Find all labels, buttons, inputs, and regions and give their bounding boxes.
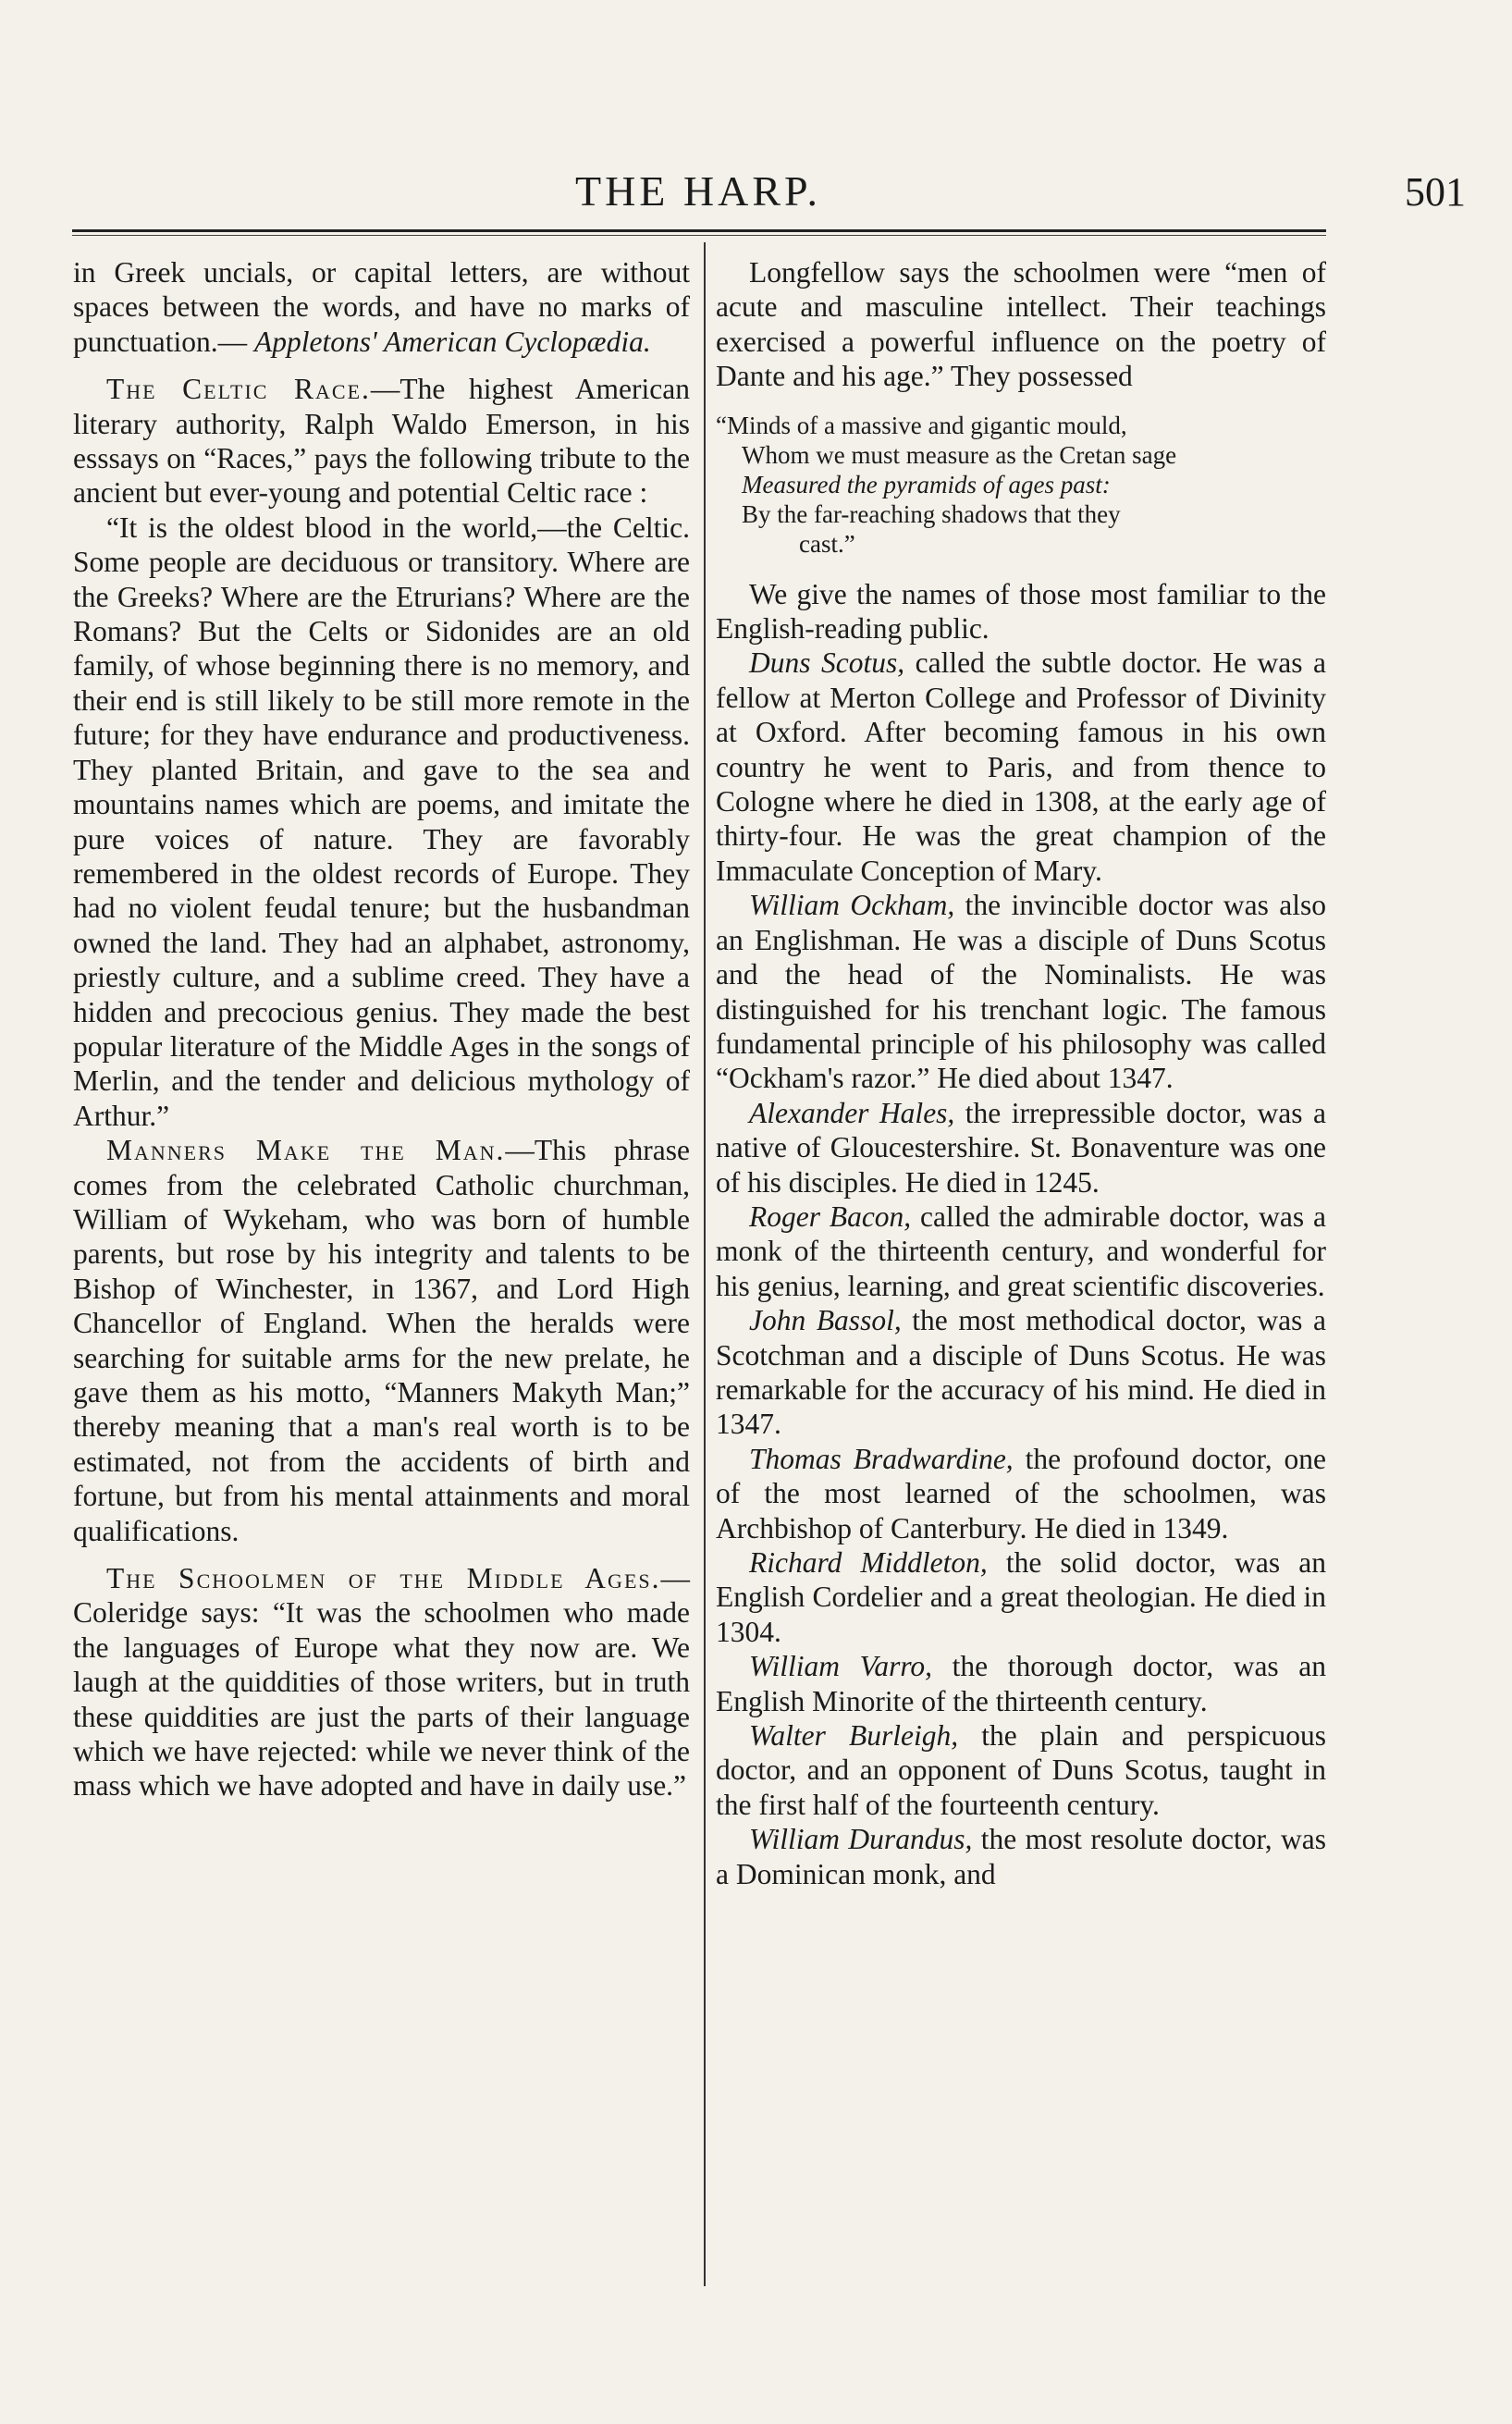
paragraph-longfellow: Longfellow says the schoolmen were “men of acute and masculine intellect. Their teachings exercised a powerful influence on the poetry of Dante and his age.” They possessed	[716, 256, 1326, 393]
right-column	[716, 255, 1326, 1891]
page-number: 501	[1405, 169, 1466, 215]
schoolman-description: the most resolute doctor, was a Dominican monk, and	[716, 1823, 1326, 1890]
left-column	[73, 255, 690, 1803]
schoolman-entry	[716, 1718, 1326, 1822]
schoolman-entry	[716, 1303, 1326, 1442]
schoolman-name: William Durandus,	[749, 1823, 973, 1856]
schoolman-entry	[716, 1442, 1326, 1545]
paragraph-cyclopaedia	[73, 255, 690, 359]
schoolman-entry	[716, 1096, 1326, 1200]
schoolman-entry	[716, 1200, 1326, 1303]
paragraph-emerson-quote: “It is the oldest blood in the world,—the Celtic. Some people are deciduous or transitory. Where are the Greeks? Where are the Etrurians? Where are the Romans? But the Celts or Sidonides are an old family, of whose beginning there is no memory, and their end is still likely to be still more remote in the future; for they have endurance and productiveness. They planted Britain, and gave to the sea and mountains names which are poems, and imitate the pure voices of nature. They are favorably remembered in the oldest records of Europe. They had no violent feudal tenure; but the husbandman owned the land. They had an alphabet, astronomy, priestly culture, and a sublime creed. They have a hidden and precocious genius. They made the best popular literature of the Middle Ages in the songs of Merlin, and the tender and delicious mythology of Arthur.”	[73, 511, 690, 1132]
paragraph-text: in Greek uncials, or capital letters, are without spaces between the words, and have no marks of punctuation.—	[73, 256, 690, 358]
verse-line: Whom we must measure as the Cretan sage	[742, 440, 1177, 469]
paragraph-schoolmen	[73, 1561, 690, 1803]
paragraph-names-intro: We give the names of those most familiar to the English-reading public.	[716, 577, 1326, 646]
schoolman-entry	[716, 1822, 1326, 1891]
header-rule	[72, 229, 1326, 232]
verse-line: By the far-reaching shadows that they	[742, 499, 1121, 528]
schoolman-entry	[716, 646, 1326, 888]
schoolman-name: Duns Scotus,	[749, 646, 905, 680]
verse-line: “Minds of a massive and gigantic mould,	[716, 411, 1127, 439]
verse-quote	[716, 411, 1326, 559]
schoolman-name: Roger Bacon,	[749, 1200, 912, 1233]
schoolman-name: Thomas Bradwardine,	[749, 1442, 1014, 1475]
verse-line: Measured the pyramids of ages past:	[742, 470, 1111, 498]
section-heading: Manners Make the Man.	[106, 1134, 506, 1167]
schoolman-description: the irrepressible doctor, was a native of Gloucestershire. St. Bonaventure was one of his disciples. He died in 1245.	[716, 1096, 1326, 1199]
page-title: THE HARP.	[574, 167, 822, 215]
section-heading: The Schoolmen of the Middle Ages.	[106, 1562, 661, 1595]
paragraph-celtic-race	[73, 372, 690, 511]
schoolman-entry	[716, 1545, 1326, 1649]
schoolman-name: William Ockham,	[749, 889, 955, 922]
section-heading: The Celtic Race.	[106, 373, 371, 406]
schoolman-description: the solid doctor, was an English Cordelier and a great theologian. He died in 1304.	[716, 1546, 1326, 1648]
column-divider	[704, 242, 706, 2286]
schoolman-description: the most methodical doctor, was a Scotchman and a disciple of Duns Scotus. He was remarkable for the accuracy of his mind. He died in 1347.	[716, 1304, 1326, 1441]
schoolman-name: Alexander Hales,	[749, 1096, 955, 1129]
schoolman-description: the profound doctor, one of the most learned of the schoolmen, was Archbishop of Canterbury. He died in 1349.	[716, 1442, 1327, 1544]
schoolman-description: the thorough doctor, was an English Minorite of the thirteenth century.	[716, 1650, 1326, 1717]
schoolman-name: Walter Burleigh,	[749, 1719, 959, 1753]
schoolman-entry	[716, 888, 1326, 1095]
schoolman-name: William Varro,	[749, 1650, 933, 1683]
schoolman-entry	[716, 1649, 1326, 1718]
source-citation: Appletons' American Cyclopædia.	[253, 325, 651, 358]
schoolman-name: Richard Middleton,	[749, 1546, 988, 1579]
schoolmen-list	[716, 646, 1326, 1891]
schoolman-description: called the subtle doctor. He was a fellow at Merton College and Professor of Divinity at Oxford. After becoming famous in his own country he went to Paris, and from thence to Cologne where he died in 1308, at the early age of thirty-four. He was the great champion of the Immaculate Conception of Mary.	[716, 646, 1327, 887]
page-header	[69, 157, 1466, 231]
schoolman-name: John Bassol,	[749, 1304, 902, 1337]
paragraph-text: —The highest American literary authority, Ralph Waldo Emerson, in his esssays on “Races,” pays the following tribute to the ancient but ever-young and potential Celtic race :	[73, 373, 690, 510]
schoolman-description: the plain and perspicuous doctor, and an opponent of Duns Scotus, taught in the first half of the fourteenth century.	[716, 1719, 1326, 1821]
paragraph-text: —Coleridge says: “It was the schoolmen who made the languages of Europe what they now are. We laugh at the quiddities of those writers, but in truth these quiddities are just the parts of their language which we have rejected: while we never think of the mass which we have adopted and have in daily use.”	[73, 1562, 690, 1803]
paragraph-manners	[73, 1133, 690, 1548]
schoolman-description: the invincible doctor was also an Englishman. He was a disciple of Duns Scotus and the head of the Nominalists. He was distinguished for his trenchant logic. The famous fundamental principle of his philosophy was called “Ockham's razor.” He died about 1347.	[716, 889, 1327, 1095]
header-rule-thin	[72, 235, 1326, 236]
schoolman-description: called the admirable doctor, was a monk of the thirteenth century, and wonderful for his genius, learning, and great scientific discoveries.	[716, 1200, 1326, 1302]
paragraph-text: —This phrase comes from the celebrated Catholic churchman, William of Wykeham, who was born of humble parents, but rose by his integrity and talents to be Bishop of Winchester, in 1367, and Lord High Chancellor of England. When the heralds were searching for suitable arms for the new prelate, he gave them as his motto, “Manners Makyth Man;” thereby meaning that a man's real worth is to be estimated, not from the accidents of birth and fortune, but from his mental attainments and moral qualifications.	[73, 1134, 690, 1547]
verse-line: cast.”	[799, 529, 855, 558]
